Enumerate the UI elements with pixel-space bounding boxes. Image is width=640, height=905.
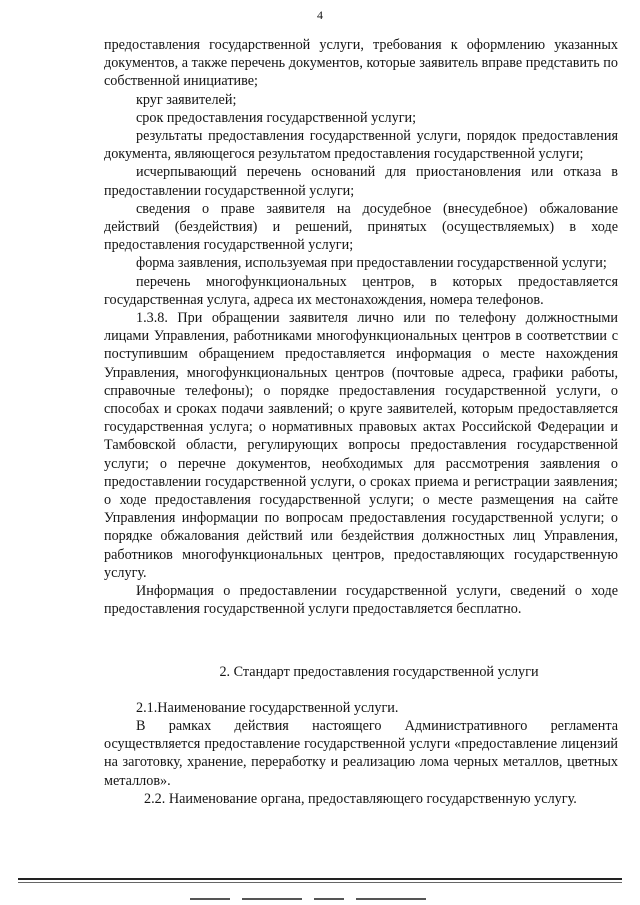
subsection-title: 2.2. Наименование органа, предоставляющего государственную услугу.: [144, 790, 577, 807]
next-page-text-fragments: [190, 898, 450, 901]
paragraph: результаты предоставления государственной услуги, порядок предоставления документа, являющегося результатом предоставления государственной услуги;: [104, 128, 618, 163]
paragraph: Информация о предоставлении государственной услуги, сведений о ходе предоставления государственной услуги предоставляется бесплатно.: [104, 583, 618, 618]
page-number: 4: [317, 8, 323, 22]
paragraph: срок предоставления государственной услуги;: [136, 109, 417, 126]
paragraph: форма заявления, используемая при предоставлении государственной услуги;: [136, 255, 607, 272]
page-edge-rule: [18, 878, 622, 880]
paragraph: В рамках действия настоящего Административного регламента осуществляется предоставление государственной услуги «предоставление лицензий на заготовку, хранение, переработку и реализацию лома черных металлов, цветных металлов».: [104, 717, 618, 789]
document-body: [104, 36, 618, 808]
page-edge-rule-thin: [18, 882, 622, 883]
paragraph: предоставления государственной услуги, требования к оформлению указанных документов, а также перечень документов, которые заявитель вправе представить по собственной инициативе;: [104, 37, 618, 90]
paragraph: 1.3.8. При обращении заявителя лично или по телефону должностными лицами Управления, работниками многофункциональных центров в соответствии с поступившим обращением предоставляется информация о месте нахождения Управления, многофункциональных центров (почтовые адреса, графики работы, справочные телефоны); о порядке предоставления государственной услуги, о способах и сроках подачи заявлений; о круге заявителей, которым предоставляется государственная услуга; о нормативных правовых актах Российской Федерации и Тамбовской области, регулирующих вопросы предоставления государственной услуги; о перечне документов, необходимых для рассмотрения заявления о предоставлении государственной услуги, о сроках приема и регистрации заявления; о ходе предоставления государственной услуги; о месте размещения на сайте Управления информации по вопросам предоставления государственной услуги; о порядке обжалования действий или бездействия должностных лиц Управления, работников многофункциональных центров, предоставляющих государственную услугу.: [104, 310, 618, 581]
paragraph: круг заявителей;: [136, 91, 237, 108]
section-heading: 2. Стандарт предоставления государственной услуги: [219, 663, 539, 680]
subsection-title: 2.1.Наименование государственной услуги.: [136, 699, 399, 716]
paragraph: исчерпывающий перечень оснований для приостановления или отказа в предоставлении государственной услуги;: [104, 164, 618, 199]
paragraph: перечень многофункциональных центров, в которых предоставляется государственная услуга, адреса их местонахождения, номера телефонов.: [104, 273, 618, 308]
paragraph: сведения о праве заявителя на досудебное (внесудебное) обжалование действий (бездействия) и решений, принятых (осуществляемых) в ходе предоставления государственной услуги;: [104, 200, 618, 254]
